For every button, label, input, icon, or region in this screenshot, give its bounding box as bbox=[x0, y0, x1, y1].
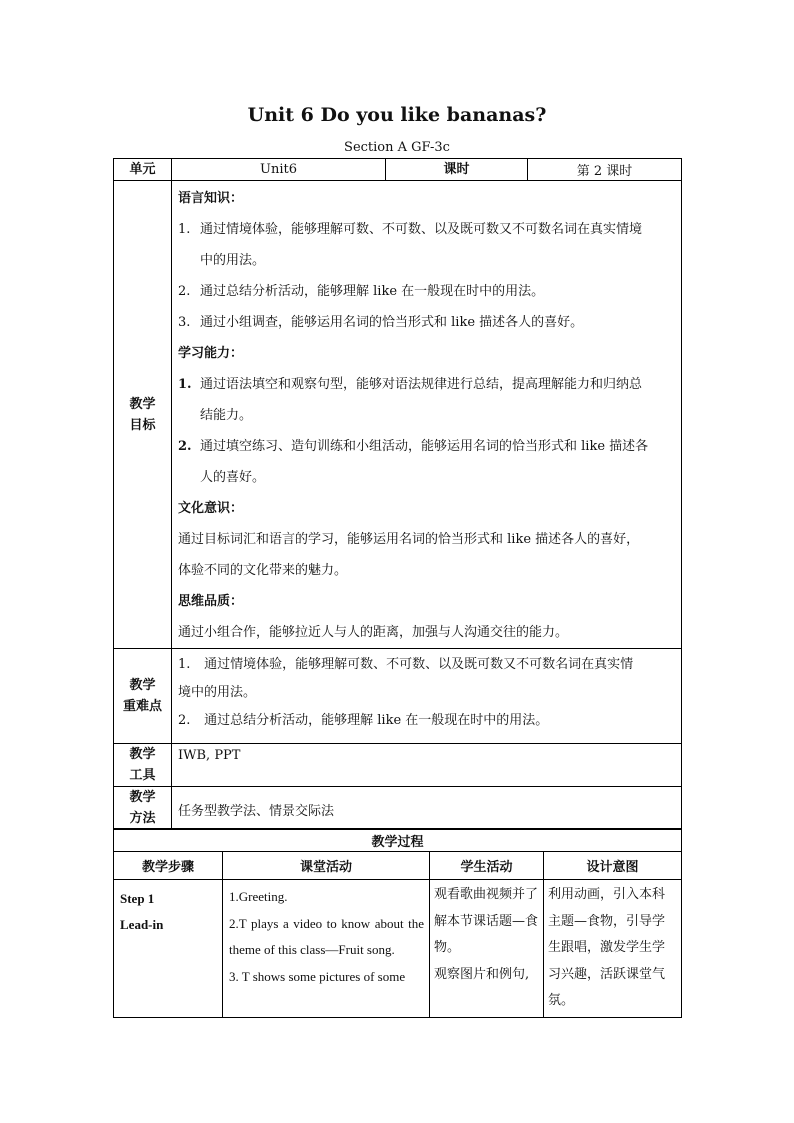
step-number: Step 1 bbox=[120, 891, 155, 906]
lesson-info-table bbox=[113, 158, 682, 830]
lang-item-1-cont: 中的用法。 bbox=[200, 253, 266, 268]
keypoints-row bbox=[114, 649, 682, 744]
teaching-process-table bbox=[113, 828, 682, 1018]
unit-value: Unit6 bbox=[172, 159, 386, 181]
period-label: 课时 bbox=[386, 159, 528, 181]
thinking-text: 通过小组合作，能够拉近人与人的距离，加强与人沟通交往的能力。 bbox=[178, 625, 569, 640]
document-subtitle: Section A GF-3c bbox=[344, 140, 450, 155]
unit-label: 单元 bbox=[114, 159, 172, 181]
skill-item-1: 1. 通过语法填空和观察句型，能够对语法规律进行总结，提高理解能力和归纳总 bbox=[178, 377, 643, 392]
process-column-headers bbox=[114, 852, 682, 880]
skill-item-2: 2. 通过填空练习、造句训练和小组活动，能够运用名词的恰当形式和 like 描述各 bbox=[178, 439, 649, 454]
keypoint-2: 2. 通过总结分析活动，能够理解 like 在一般现在时中的用法。 bbox=[178, 713, 549, 728]
objectives-label-line1: 教学 bbox=[129, 396, 156, 412]
tools-label bbox=[114, 744, 172, 787]
keypoints-label-line1: 教学 bbox=[129, 678, 156, 693]
lang-item-3: 3. 通过小组调查，能够运用名词的恰当形式和 like 描述各人的喜好。 bbox=[178, 315, 584, 330]
methods-value: 任务型教学法、情景交际法 bbox=[172, 787, 682, 830]
objectives-label-line2: 目标 bbox=[129, 417, 156, 433]
lang-item-1: 1. 通过情境体验，能够理解可数、不可数、以及既可数又不可数名词在真实情境 bbox=[178, 222, 643, 237]
activity-1: 1.Greeting. bbox=[229, 889, 288, 904]
design-intent: 利用动画，引入本科主题—食物，引导学生跟唱，激发学生学习兴趣，活跃课堂气氛。 bbox=[548, 887, 666, 1008]
table-row bbox=[114, 880, 682, 1018]
skill-heading: 学习能力： bbox=[178, 346, 244, 361]
period-value: 第 2 课时 bbox=[528, 159, 682, 181]
tools-value: IWB, PPT bbox=[172, 744, 682, 787]
tools-label-line1: 教学 bbox=[129, 747, 156, 762]
keypoint-1-cont: 境中的用法。 bbox=[178, 685, 257, 700]
activity-3: 3. T shows some pictures of some bbox=[229, 968, 406, 984]
thinking-heading: 思维品质： bbox=[178, 594, 244, 609]
student-cell bbox=[430, 880, 544, 1018]
methods-label bbox=[114, 787, 172, 830]
col-steps: 教学步骤 bbox=[114, 852, 223, 880]
keypoint-1: 1. 通过情境体验，能够理解可数、不可数、以及既可数又不可数名词在真实情 bbox=[178, 657, 634, 672]
skill-item-2-cont: 人的喜好。 bbox=[200, 470, 266, 485]
student-activity-2: 观察图片和例句, bbox=[434, 966, 530, 982]
header-row bbox=[114, 159, 682, 181]
skill-item-1-cont: 结能力。 bbox=[200, 408, 253, 423]
objectives-content bbox=[172, 181, 682, 649]
step-cell bbox=[114, 880, 223, 1018]
col-design: 设计意图 bbox=[544, 852, 682, 880]
keypoints-label-line2: 重难点 bbox=[122, 699, 162, 714]
tools-row bbox=[114, 744, 682, 787]
methods-label-line2: 方法 bbox=[129, 811, 156, 826]
student-activity-1: 观看歌曲视频并了解本节课话题—食物。 bbox=[434, 887, 539, 955]
col-activities: 课堂活动 bbox=[223, 852, 430, 880]
culture-text-cont: 体验不同的文化带来的魅力。 bbox=[178, 563, 348, 578]
objectives-row bbox=[114, 181, 682, 649]
methods-label-line1: 教学 bbox=[129, 790, 156, 805]
activity-2: 2.T plays a video to know about the theme of this class—Fruit song. bbox=[229, 915, 424, 957]
step-name: Lead-in bbox=[120, 917, 164, 932]
activities-cell bbox=[223, 880, 430, 1018]
design-cell bbox=[544, 880, 682, 1018]
lang-heading: 语言知识： bbox=[178, 191, 244, 206]
objectives-label bbox=[114, 181, 172, 649]
process-heading: 教学过程 bbox=[114, 829, 682, 852]
culture-text: 通过目标词汇和语言的学习，能够运用名词的恰当形式和 like 描述各人的喜好， bbox=[178, 532, 640, 547]
keypoints-label bbox=[114, 649, 172, 744]
culture-heading: 文化意识： bbox=[178, 501, 244, 516]
tools-label-line2: 工具 bbox=[129, 768, 156, 783]
document-title: Unit 6 Do you like bananas? bbox=[247, 104, 547, 126]
lang-item-2: 2. 通过总结分析活动，能够理解 like 在一般现在时中的用法。 bbox=[178, 284, 545, 299]
keypoints-content bbox=[172, 649, 682, 744]
methods-row bbox=[114, 787, 682, 830]
col-student: 学生活动 bbox=[430, 852, 544, 880]
